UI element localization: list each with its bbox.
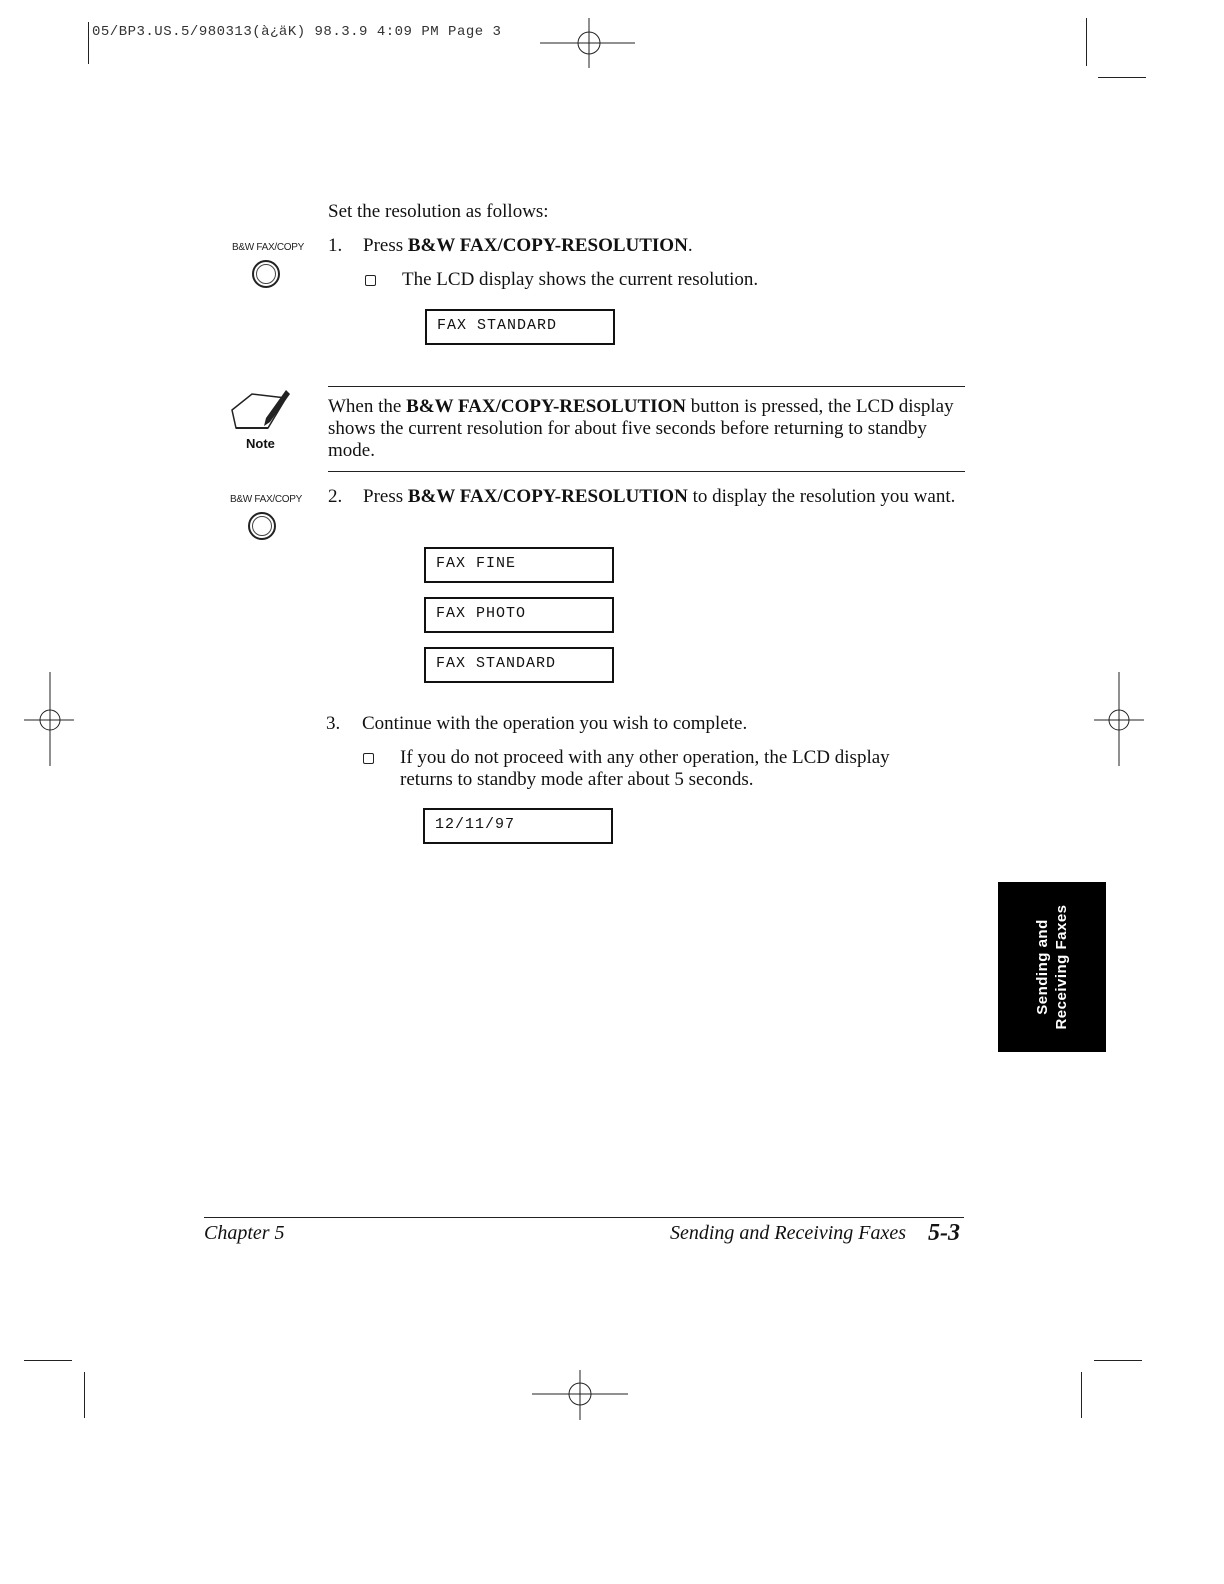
step-3-number: 3.	[326, 713, 341, 734]
registration-mark-left	[24, 672, 76, 768]
chapter-side-tab	[998, 882, 1106, 1052]
step-2-number: 2.	[328, 486, 343, 507]
step-1-bullet: The LCD display shows the current resolution.	[402, 269, 759, 290]
step-3-text: Continue with the operation you wish to complete.	[362, 713, 748, 734]
bullet-checkbox-icon	[365, 275, 376, 286]
crop-mark-bottom-left-vertical	[84, 1372, 85, 1418]
crop-mark-left-vertical	[88, 22, 89, 64]
step-2-button-name: B&W FAX/COPY-RESOLUTION	[407, 486, 688, 507]
note-pencil-icon	[228, 388, 294, 438]
registration-mark-bottom	[532, 1370, 632, 1422]
bw-fax-copy-button-label-2: B&W FAX/COPY	[230, 494, 302, 505]
footer-section-title: Sending and Receiving Faxes	[670, 1222, 907, 1244]
note-text: When the B&W FAX/COPY-RESOLUTION button is pressed, the LCD display shows the current resolution for about five seconds before returning to standby mode.	[328, 396, 954, 461]
lcd-display-current: FAX STANDARD	[425, 309, 615, 345]
footer-rule	[204, 1217, 964, 1218]
crop-mark-top-right-vertical	[1086, 18, 1087, 66]
step-2-text: Press B&W FAX/COPY-RESOLUTION to display the resolution you want.	[363, 486, 956, 507]
bw-fax-copy-button-icon-2	[248, 512, 276, 540]
bw-fax-copy-button-icon	[252, 260, 280, 288]
crop-mark-top-right-horizontal	[1098, 77, 1146, 78]
step-3-bullet: If you do not proceed with any other operation, the LCD display returns to standby mode after about 5 seconds.	[400, 747, 890, 790]
registration-mark-right	[1094, 672, 1146, 768]
intro-text: Set the resolution as follows:	[328, 201, 549, 222]
lcd-standby-date: 12/11/97	[423, 808, 613, 844]
crop-mark-bottom-left-horizontal	[24, 1360, 72, 1361]
side-tab-line-1: Sending and	[1034, 919, 1051, 1015]
side-tab-line-2: Receiving Faxes	[1053, 904, 1070, 1030]
crop-mark-bottom-right-vertical	[1081, 1372, 1082, 1418]
print-slug: 05/BP3.US.5/980313(à¿äK) 98.3.9 4:09 PM Page 3	[92, 24, 502, 40]
registration-mark-top	[540, 18, 640, 70]
lcd-option-standard: FAX STANDARD	[424, 647, 614, 683]
step-1-number: 1.	[328, 235, 343, 256]
lcd-option-fine: FAX FINE	[424, 547, 614, 583]
note-label: Note	[246, 436, 275, 451]
footer-page-number: 5-3	[928, 1220, 960, 1246]
lcd-option-photo: FAX PHOTO	[424, 597, 614, 633]
bullet-checkbox-icon-2	[363, 753, 374, 764]
bw-fax-copy-button-label: B&W FAX/COPY	[232, 242, 304, 253]
footer-chapter: Chapter 5	[204, 1222, 285, 1244]
step-1-text: Press B&W FAX/COPY-RESOLUTION.	[363, 235, 693, 256]
step-1-button-name: B&W FAX/COPY-RESOLUTION	[407, 235, 688, 256]
note-top-rule	[328, 386, 965, 387]
note-bottom-rule	[328, 471, 965, 472]
crop-mark-bottom-right-horizontal	[1094, 1360, 1142, 1361]
note-button-name: B&W FAX/COPY-RESOLUTION	[406, 396, 687, 417]
